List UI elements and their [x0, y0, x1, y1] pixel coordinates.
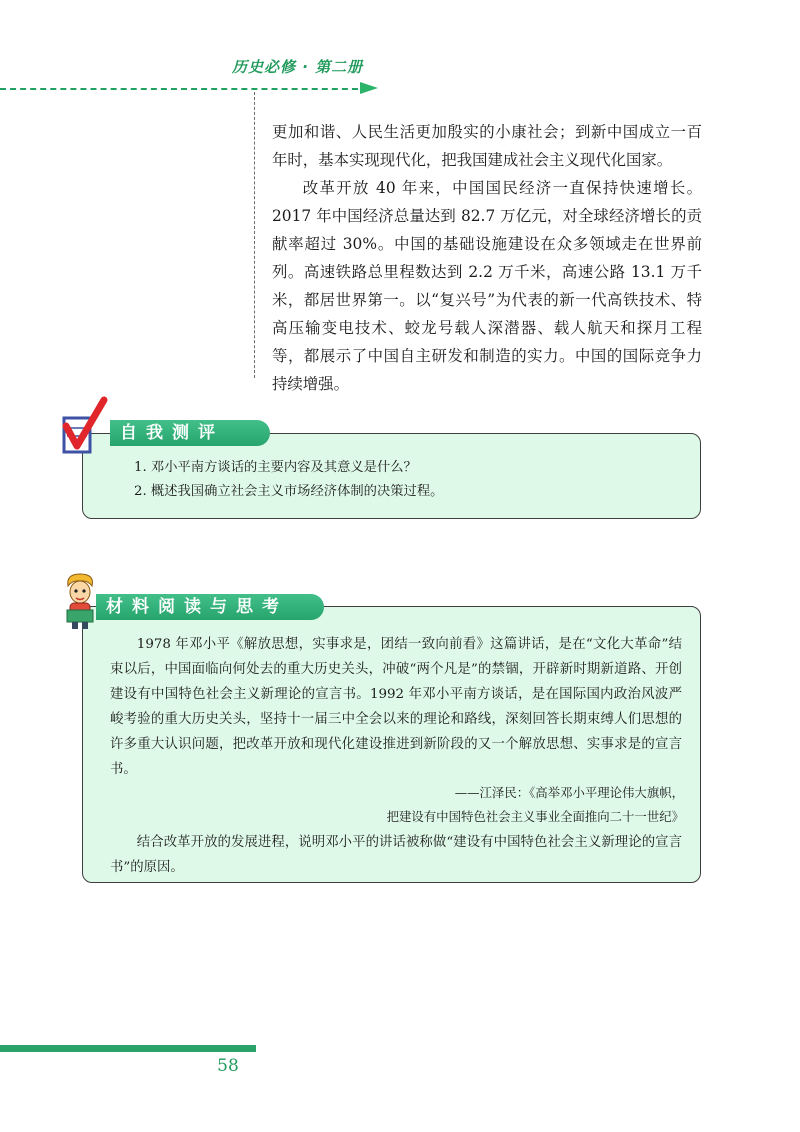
footer-bar	[0, 1045, 256, 1052]
passage-text: 1978 年邓小平《解放思想，实事求是，团结一致向前看》这篇讲话，是在“文化大革命”结束以后，中国面临向何处去的重大历史关头，冲破“两个凡是”的禁锢，开辟新时期新道路、开创建设有中国特色社会主义新理论的宣言书。1992 年邓小平南方谈话，是在国际国内政治风波严峻考验的重大历史关头，坚持十一届三中全会以来的理论和路线，深刻回答长期束缚人们思想的许多重大认识问题，把改革开放和现代化建设推进到新阶段的又一个解放思想、实事求是的宣言书。	[110, 637, 682, 777]
check-icon	[62, 396, 108, 456]
header-divider	[0, 88, 368, 90]
task-text: 结合改革开放的发展进程，说明邓小平的讲话被称做“建设有中国特色社会主义新理论的宣言书”的原因。	[110, 835, 682, 875]
page-number: 58	[217, 1056, 239, 1076]
reading-task	[110, 830, 682, 880]
body-text	[272, 118, 702, 398]
self-test-title: 自我测评	[110, 420, 270, 446]
reading-title: 材料阅读与思考	[96, 594, 324, 620]
margin-divider	[254, 92, 255, 378]
reader-icon	[62, 572, 98, 630]
source-line: ——江泽民：《高举邓小平理论伟大旗帜，	[454, 785, 684, 800]
question-list	[134, 456, 674, 504]
body-paragraph: 改革开放 40 年来，中国国民经济一直保持快速增长。2017 年中国经济总量达到 82.7 万亿元，对全球经济增长的贡献率超过 30%。中国的基础设施建设在众多领域走在世界前列。高速铁路总里程数达到 2.2 万千米，高速公路 13.1 万千米，都居世界第一。以“复兴号”为代表的新一代高铁技术、特高压输变电技术、蛟龙号载人深潜器、载人航天和探月工程等，都展示了中国自主研发和制造的实力。中国的国际竞争力持续增强。	[272, 179, 702, 393]
reading-passage	[110, 632, 682, 782]
question-item: 1. 邓小平南方谈话的主要内容及其意义是什么？	[134, 460, 417, 475]
book-title: 历史必修 · 第二册	[232, 58, 364, 76]
question-item: 2. 概述我国确立社会主义市场经济体制的决策过程。	[134, 484, 444, 499]
arrow-icon	[360, 82, 378, 94]
body-paragraph: 更加和谐、人民生活更加殷实的小康社会；到新中国成立一百年时，基本实现现代化，把我国建成社会主义现代化国家。	[272, 123, 702, 169]
source-line: 把建设有中国特色社会主义事业全面推向二十一世纪》	[386, 809, 684, 824]
